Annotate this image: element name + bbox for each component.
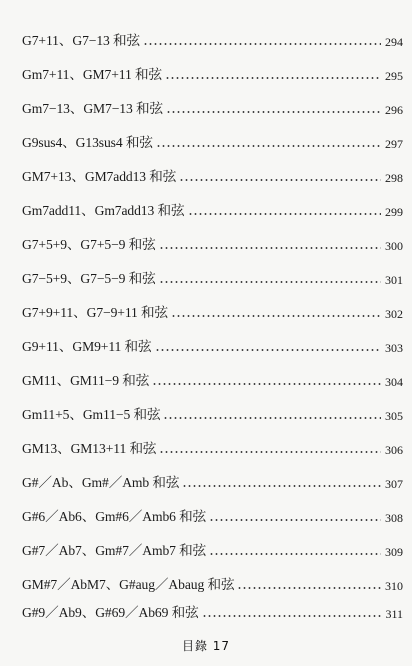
toc-entry-title: G#7／Ab7、Gm#7／Amb7 和弦 [22,543,207,559]
toc-entry-page: 299 [385,205,403,219]
dot-leader [152,383,381,385]
toc-entry[interactable] [22,164,403,184]
toc-entry-title: G#／Ab、Gm#／Amb 和弦 [22,475,180,491]
toc-entry[interactable] [22,266,403,286]
toc-entry[interactable] [22,96,403,116]
toc-entry-title: Gm7add11、Gm7add13 和弦 [22,203,185,219]
toc-entry[interactable] [22,402,403,422]
toc-entry[interactable] [22,600,403,620]
dot-leader [159,281,381,283]
toc-entry[interactable] [22,232,403,252]
page-footer: 目錄 17 [181,639,231,653]
toc-entry-title: G7+11、G7−13 和弦 [22,33,141,49]
toc-entry-page: 296 [385,103,403,117]
toc-entry-title: G7+9+11、G7−9+11 和弦 [22,305,169,321]
toc-entry-page: 297 [385,137,403,151]
toc-entry-title: G9sus4、G13sus4 和弦 [22,135,153,151]
toc-entry[interactable] [22,504,403,524]
toc-entry-page: 300 [385,239,403,253]
toc-entry[interactable] [22,130,403,150]
dot-leader [166,111,381,113]
dot-leader [165,77,381,79]
toc-entry-page: 307 [385,477,403,491]
toc-entry-page: 311 [385,607,403,621]
toc-entry-title: G9+11、GM9+11 和弦 [22,339,152,355]
dot-leader [179,179,381,181]
dot-leader [237,587,381,589]
toc-entry-page: 294 [385,35,403,49]
dot-leader [209,553,381,555]
toc-entry-title: G7−5+9、G7−5−9 和弦 [22,271,156,287]
dot-leader [209,519,381,521]
toc-entry-page: 302 [385,307,403,321]
dot-leader [188,213,382,215]
toc-entry-title: GM13、GM13+11 和弦 [22,441,157,457]
dot-leader [171,315,381,317]
toc-entry-title: Gm7+11、GM7+11 和弦 [22,67,162,83]
dot-leader [155,349,381,351]
toc-entry-page: 295 [385,69,403,83]
toc-entry-page: 305 [385,409,403,423]
toc-entry-page: 309 [385,545,403,559]
toc-entry-title: G7+5+9、G7+5−9 和弦 [22,237,156,253]
dot-leader [182,485,381,487]
toc-entry-title: Gm11+5、Gm11−5 和弦 [22,407,161,423]
dot-leader [156,145,381,147]
toc-entry-title: G#6／Ab6、Gm#6／Amb6 和弦 [22,509,207,525]
toc-entry-page: 303 [385,341,403,355]
toc-entry-page: 306 [385,443,403,457]
dot-leader [202,615,382,617]
toc-entry-title: Gm7−13、GM7−13 和弦 [22,101,163,117]
toc-entry[interactable] [22,368,403,388]
toc-entry-title: GM#7／AbM7、G#aug／Abaug 和弦 [22,577,235,593]
toc-entry-page: 308 [385,511,403,525]
toc-entry-title: GM11、GM11−9 和弦 [22,373,150,389]
toc-entry-page: 301 [385,273,403,287]
toc-entry-page: 310 [385,579,403,593]
toc-entry[interactable] [22,572,403,592]
toc-entry-page: 304 [385,375,403,389]
toc-entry-page: 298 [385,171,403,185]
toc-entry[interactable] [22,470,403,490]
toc-entry[interactable] [22,334,403,354]
toc-entry[interactable] [22,28,403,48]
dot-leader [159,451,381,453]
toc-entry[interactable] [22,300,403,320]
toc-entry-title: G#9／Ab9、G#69／Ab69 和弦 [22,605,199,621]
dot-leader [143,43,381,45]
toc-entry[interactable] [22,436,403,456]
toc-entry-title: GM7+13、GM7add13 和弦 [22,169,177,185]
toc-entry[interactable] [22,538,403,558]
dot-leader [159,247,381,249]
dot-leader [163,417,381,419]
toc-entry[interactable] [22,62,403,82]
toc-entry[interactable] [22,198,403,218]
